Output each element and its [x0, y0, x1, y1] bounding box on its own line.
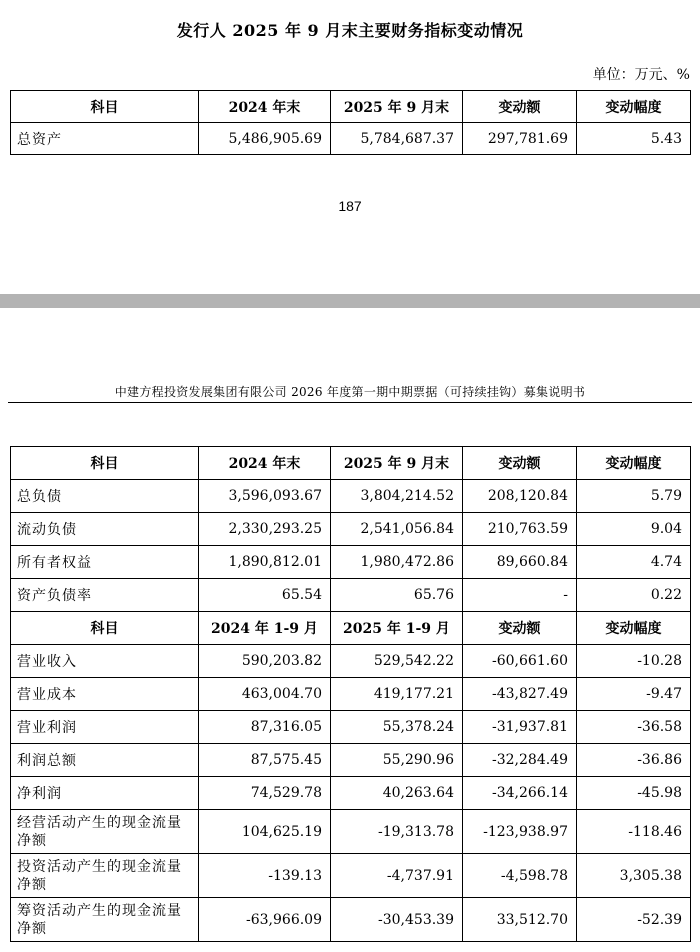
value-cell: -4,598.78	[463, 854, 577, 898]
value-cell: -45.98	[577, 777, 691, 810]
value-cell: -36.58	[577, 711, 691, 744]
value-cell: -9.47	[577, 678, 691, 711]
row-label: 营业收入	[11, 645, 199, 678]
table-subheader-row	[11, 612, 691, 645]
value-cell: 89,660.84	[463, 546, 577, 579]
table-row	[11, 546, 691, 579]
table-row	[11, 513, 691, 546]
table-row	[11, 810, 691, 854]
table-row	[11, 123, 691, 155]
table-row	[11, 777, 691, 810]
table-row	[11, 480, 691, 513]
header-cell: 科目	[11, 91, 199, 123]
value-cell: -10.28	[577, 645, 691, 678]
value-cell: 9.04	[577, 513, 691, 546]
table-header-row	[11, 447, 691, 480]
value-cell: 5,784,687.37	[331, 123, 463, 155]
value-cell: -36.86	[577, 744, 691, 777]
row-label: 利润总额	[11, 744, 199, 777]
value-cell: -139.13	[199, 854, 331, 898]
value-cell: 419,177.21	[331, 678, 463, 711]
header-rule	[8, 402, 692, 403]
value-cell: 3,804,214.52	[331, 480, 463, 513]
value-cell: -4,737.91	[331, 854, 463, 898]
header-cell: 变动额	[463, 447, 577, 480]
unit-note: 单位：万元、%	[592, 67, 690, 83]
value-cell: 40,263.64	[331, 777, 463, 810]
header-cell: 变动额	[463, 91, 577, 123]
value-cell: 4.74	[577, 546, 691, 579]
value-cell: 3,305.38	[577, 854, 691, 898]
table-row	[11, 854, 691, 898]
value-cell: 463,004.70	[199, 678, 331, 711]
row-label: 所有者权益	[11, 546, 199, 579]
total-assets-table	[10, 90, 691, 155]
table-row	[11, 645, 691, 678]
header-cell: 科目	[11, 612, 199, 645]
row-label: 净利润	[11, 777, 199, 810]
page-number: 187	[338, 198, 362, 214]
value-cell: 33,512.70	[463, 898, 577, 942]
value-cell: -60,661.60	[463, 645, 577, 678]
header-cell: 变动额	[463, 612, 577, 645]
row-label: 总负债	[11, 480, 199, 513]
table-row	[11, 579, 691, 612]
header-cell: 变动幅度	[577, 91, 691, 123]
header-cell: 2025 年 9 月末	[331, 91, 463, 123]
table-row	[11, 898, 691, 942]
value-cell: 5.79	[577, 480, 691, 513]
row-label: 营业利润	[11, 711, 199, 744]
value-cell: -	[463, 579, 577, 612]
header-cell: 2025 年 1-9 月	[331, 612, 463, 645]
page-break-divider	[0, 294, 700, 308]
value-cell: 210,763.59	[463, 513, 577, 546]
value-cell: 1,980,472.86	[331, 546, 463, 579]
value-cell: -63,966.09	[199, 898, 331, 942]
value-cell: -31,937.81	[463, 711, 577, 744]
value-cell: -19,313.78	[331, 810, 463, 854]
header-cell: 科目	[11, 447, 199, 480]
value-cell: 1,890,812.01	[199, 546, 331, 579]
value-cell: 3,596,093.67	[199, 480, 331, 513]
row-label: 筹资活动产生的现金流量净额	[11, 898, 199, 942]
header-cell: 2024 年末	[199, 91, 331, 123]
value-cell: 297,781.69	[463, 123, 577, 155]
value-cell: 65.54	[199, 579, 331, 612]
table-row	[11, 678, 691, 711]
row-label: 营业成本	[11, 678, 199, 711]
row-label: 资产负债率	[11, 579, 199, 612]
header-cell: 2025 年 9 月末	[331, 447, 463, 480]
header-cell: 变动幅度	[577, 612, 691, 645]
header-cell: 变动幅度	[577, 447, 691, 480]
section-title: 发行人 2025 年 9 月末主要财务指标变动情况	[176, 21, 524, 40]
value-cell: 55,290.96	[331, 744, 463, 777]
header-cell: 2024 年 1-9 月	[199, 612, 331, 645]
table-row	[11, 744, 691, 777]
value-cell: 5,486,905.69	[199, 123, 331, 155]
value-cell: 104,625.19	[199, 810, 331, 854]
financial-indicators-table	[10, 446, 691, 942]
value-cell: 529,542.22	[331, 645, 463, 678]
table-header-row	[11, 91, 691, 123]
header-cell: 2024 年末	[199, 447, 331, 480]
value-cell: 87,575.45	[199, 744, 331, 777]
row-label: 总资产	[11, 123, 199, 155]
value-cell: -118.46	[577, 810, 691, 854]
value-cell: -32,284.49	[463, 744, 577, 777]
value-cell: -52.39	[577, 898, 691, 942]
value-cell: -30,453.39	[331, 898, 463, 942]
table-row	[11, 711, 691, 744]
value-cell: -34,266.14	[463, 777, 577, 810]
value-cell: 2,330,293.25	[199, 513, 331, 546]
document-running-header: 中建方程投资发展集团有限公司 2026 年度第一期中期票据（可持续挂钩）募集说明书	[114, 385, 586, 399]
value-cell: 590,203.82	[199, 645, 331, 678]
value-cell: 87,316.05	[199, 711, 331, 744]
value-cell: 65.76	[331, 579, 463, 612]
value-cell: 74,529.78	[199, 777, 331, 810]
row-label: 投资活动产生的现金流量净额	[11, 854, 199, 898]
value-cell: 208,120.84	[463, 480, 577, 513]
value-cell: 2,541,056.84	[331, 513, 463, 546]
value-cell: 5.43	[577, 123, 691, 155]
value-cell: -43,827.49	[463, 678, 577, 711]
value-cell: -123,938.97	[463, 810, 577, 854]
row-label: 经营活动产生的现金流量净额	[11, 810, 199, 854]
value-cell: 55,378.24	[331, 711, 463, 744]
value-cell: 0.22	[577, 579, 691, 612]
row-label: 流动负债	[11, 513, 199, 546]
